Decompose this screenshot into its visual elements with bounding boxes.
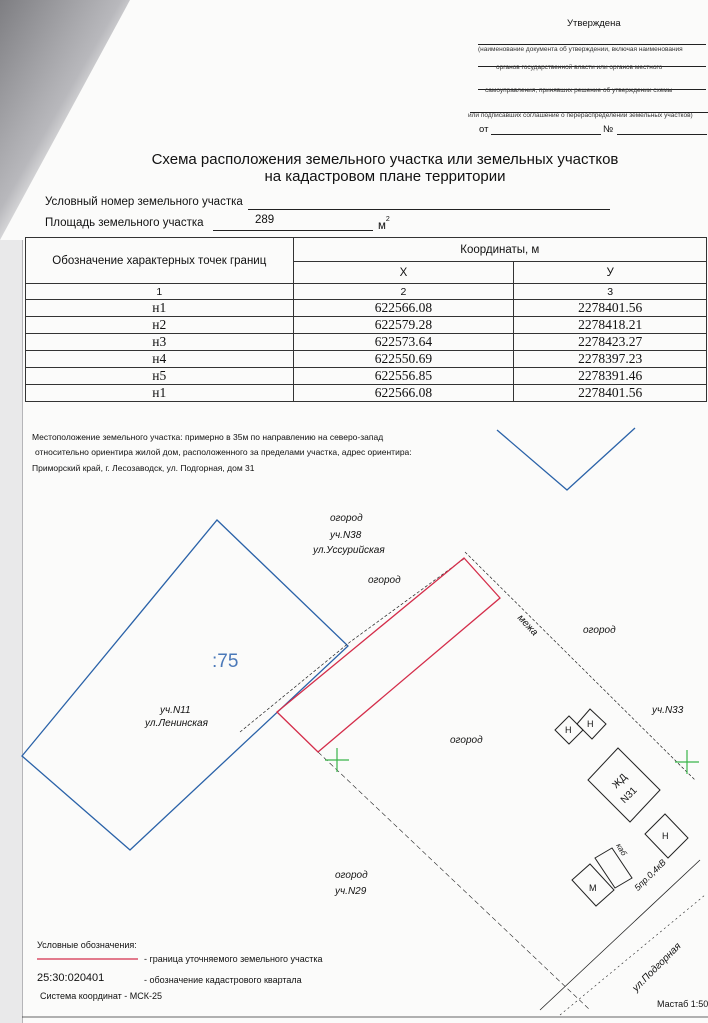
header-x: X xyxy=(293,262,514,284)
row-x: 622579.28 xyxy=(293,317,514,334)
legend-title: Условные обозначения: xyxy=(37,940,137,950)
row-point: н5 xyxy=(26,368,294,385)
label-ogorod-center: огород xyxy=(450,735,483,746)
area-unit-superscript: 2 xyxy=(385,216,390,223)
area-unit: $м^2$ xyxy=(378,216,390,232)
row-y: 2278391.46 xyxy=(514,368,707,385)
quarter-boundary-top xyxy=(497,428,635,490)
row-x: 622573.64 xyxy=(293,334,514,351)
col-index-1: 1 xyxy=(26,284,294,300)
label-uch38: уч.N38 xyxy=(330,530,362,541)
building-n3-label: Н xyxy=(662,831,669,841)
area-label: Площадь земельного участка xyxy=(45,217,204,229)
approval-note-3: самоуправления, принявших решение об утверждении схемы xyxy=(485,87,673,94)
row-x: 622556.85 xyxy=(293,368,514,385)
location-line3: Приморский край, г. Лесозаводск, ул. Подгорная, дом 31 xyxy=(32,463,255,473)
house-zhd-label: ЖД xyxy=(610,771,630,792)
row-point: н1 xyxy=(26,385,294,402)
legend-quarter-text: - обозначение кадастрового квартала xyxy=(144,975,302,985)
neighbor-boundary-bottom xyxy=(318,752,590,1010)
label-kab: каб xyxy=(614,841,629,858)
row-y: 2278418.21 xyxy=(514,317,707,334)
buildings xyxy=(555,709,688,906)
legend-quarter-code: 25:30:020401 xyxy=(37,972,105,984)
road-edge-2 xyxy=(560,895,705,1015)
approval-note-2: органов государственной власти или органов местного xyxy=(496,64,663,71)
area-value: 289 xyxy=(255,214,275,226)
neighbor-boundary-top xyxy=(240,558,465,732)
coordinate-system: Система координат - МСК-25 xyxy=(40,991,163,1001)
parcel-boundary xyxy=(277,558,500,752)
label-uch11: уч.N11 xyxy=(160,705,191,716)
building-n1-label: Н xyxy=(565,725,572,735)
conditional-number-label: Условный номер земельного участка xyxy=(45,196,243,208)
building-n2-label: Н xyxy=(587,719,594,729)
house-n31-label: N31 xyxy=(618,785,640,806)
header-points: Обозначение характерных точек границ xyxy=(26,238,294,284)
location-line2: относительно ориентира жилой дом, расположенного за пределами участка, адрес ориентира: xyxy=(35,447,412,457)
label-ogorod-right: огород xyxy=(583,625,616,636)
label-podgornaya: ул.Подгорная xyxy=(630,940,684,995)
label-uch29: уч.N29 xyxy=(335,886,367,897)
quarter-number-fragment: :75 xyxy=(212,651,239,672)
header-y: У xyxy=(514,262,707,284)
row-point: н4 xyxy=(26,351,294,368)
green-cross-marker xyxy=(675,750,699,774)
label-mezha: межа xyxy=(514,612,540,639)
approval-number-label: № xyxy=(603,124,614,135)
approval-date-label: от xyxy=(479,124,489,135)
green-cross-marker xyxy=(325,748,349,772)
label-ogorod-bottom: огород xyxy=(335,870,368,881)
row-y: 2278401.56 xyxy=(514,300,707,317)
row-point: н3 xyxy=(26,334,294,351)
road-edge xyxy=(540,860,700,1010)
building-m-label: М xyxy=(589,883,597,893)
header-coords: Координаты, м xyxy=(293,238,706,262)
row-point: н1 xyxy=(26,300,294,317)
label-leninskaya: ул.Ленинская xyxy=(145,718,208,729)
quarter-boundary-left xyxy=(22,520,348,850)
location-line1: Местоположение земельного участка: примерно в 35м по направлению на северо-запад xyxy=(32,432,384,442)
row-y: 2278401.56 xyxy=(514,385,707,402)
approval-note-1: (наименование документа об утверждении, включая наименования xyxy=(478,46,683,53)
label-power-line: 5пр.0,4кВ xyxy=(632,857,668,893)
row-x: 622566.08 xyxy=(293,385,514,402)
col-index-2: 2 xyxy=(293,284,514,300)
document-title-line2: на кадастровом плане территории xyxy=(264,168,506,185)
legend-red-line-text: - граница уточняемого земельного участка xyxy=(144,954,323,964)
mezha-line xyxy=(465,552,695,780)
scale-label: Мастаб 1:50 xyxy=(657,999,708,1009)
document-title-line1: Схема расположения земельного участка или земельных участков xyxy=(151,151,619,168)
label-uch33: уч.N33 xyxy=(652,705,684,716)
label-ussuriyskaya: ул.Уссурийская xyxy=(313,545,385,556)
row-x: 622550.69 xyxy=(293,351,514,368)
row-y: 2278423.27 xyxy=(514,334,707,351)
approval-title: Утверждена xyxy=(567,18,621,29)
label-ogorod-mid: огород xyxy=(368,575,401,586)
row-y: 2278397.23 xyxy=(514,351,707,368)
row-point: н2 xyxy=(26,317,294,334)
approval-note-4: или подписавших соглашение о перераспределении земельных участков) xyxy=(468,112,693,119)
label-ogorod-top: огород xyxy=(330,513,363,524)
row-x: 622566.08 xyxy=(293,300,514,317)
col-index-3: 3 xyxy=(514,284,707,300)
